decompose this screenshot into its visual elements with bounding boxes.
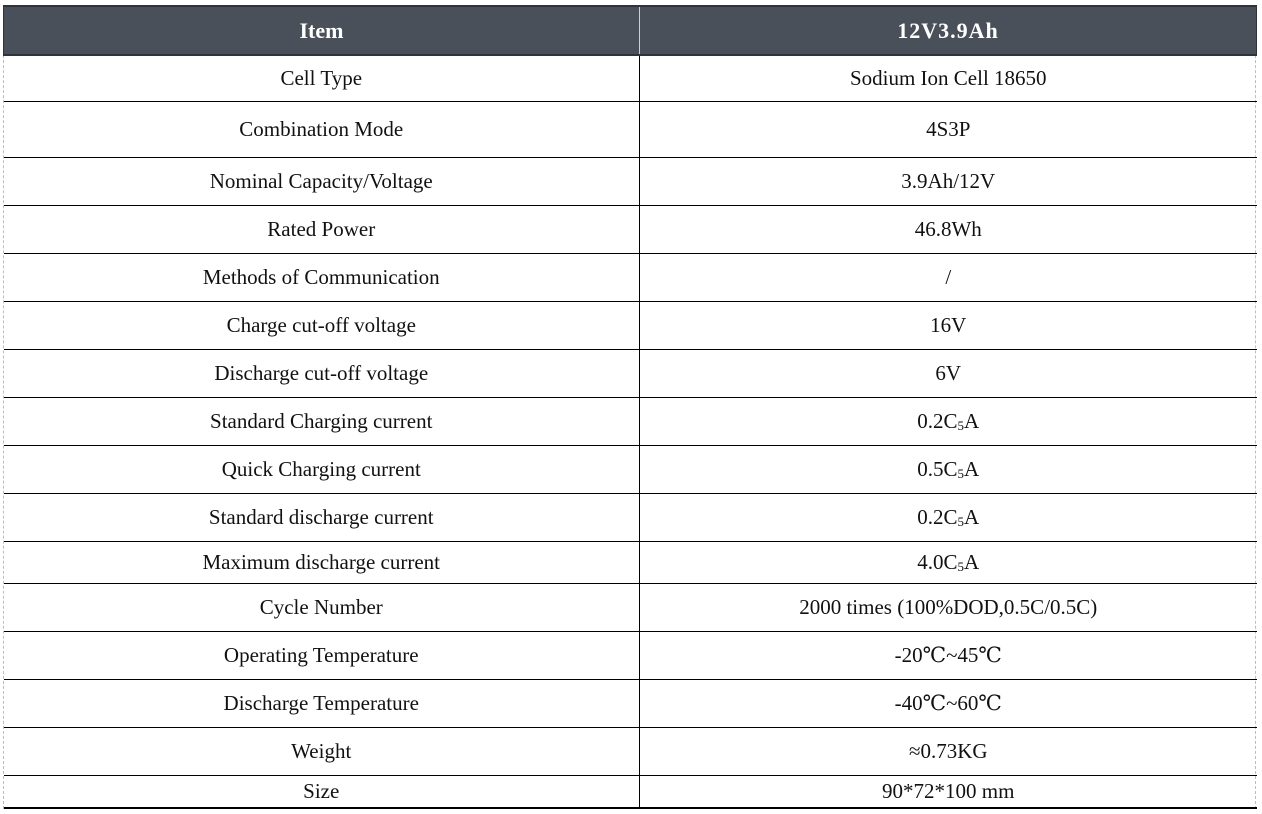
table-row — [4, 350, 1257, 398]
row-value — [640, 494, 1257, 542]
row-label: Operating Temperature — [4, 632, 640, 680]
table-row — [4, 102, 1257, 158]
row-label: Combination Mode — [4, 102, 640, 158]
row-label: Size — [4, 776, 640, 809]
table-row — [4, 446, 1257, 494]
row-label: Methods of Communication — [4, 254, 640, 302]
row-value: / — [640, 254, 1257, 302]
row-label: Cell Type — [4, 55, 640, 102]
row-label: Charge cut-off voltage — [4, 302, 640, 350]
header-row — [4, 6, 1257, 55]
table-row — [4, 680, 1257, 728]
row-value: -20℃~45℃ — [640, 632, 1257, 680]
value-prefix: 0.2C — [917, 409, 958, 433]
value-suffix: A — [964, 409, 980, 433]
row-label: Standard Charging current — [4, 398, 640, 446]
value-subscript: 5 — [957, 418, 965, 433]
table-row — [4, 398, 1257, 446]
table-row — [4, 728, 1257, 776]
row-value — [640, 398, 1257, 446]
value-suffix: A — [964, 457, 980, 481]
row-label: Quick Charging current — [4, 446, 640, 494]
row-value: 16V — [640, 302, 1257, 350]
value-suffix: A — [964, 550, 980, 574]
row-label: Discharge Temperature — [4, 680, 640, 728]
row-label: Standard discharge current — [4, 494, 640, 542]
table-row — [4, 55, 1257, 102]
row-value: 46.8Wh — [640, 206, 1257, 254]
row-value: 2000 times (100%DOD,0.5C/0.5C) — [640, 584, 1257, 632]
row-value — [640, 446, 1257, 494]
value-suffix: A — [964, 505, 980, 529]
table-row — [4, 632, 1257, 680]
row-value: ≈0.73KG — [640, 728, 1257, 776]
value-subscript: 5 — [957, 466, 965, 481]
header-model: 12V3.9Ah — [640, 6, 1257, 55]
row-label: Discharge cut-off voltage — [4, 350, 640, 398]
row-value: 90*72*100 mm — [640, 776, 1257, 809]
row-value: 4S3P — [640, 102, 1257, 158]
table-row — [4, 254, 1257, 302]
value-subscript: 5 — [957, 514, 965, 529]
row-value: 3.9Ah/12V — [640, 158, 1257, 206]
row-value: Sodium Ion Cell 18650 — [640, 55, 1257, 102]
table-row — [4, 206, 1257, 254]
row-value: -40℃~60℃ — [640, 680, 1257, 728]
value-prefix: 0.5C — [917, 457, 958, 481]
table-row — [4, 542, 1257, 584]
row-value: 6V — [640, 350, 1257, 398]
row-value — [640, 542, 1257, 584]
table-row — [4, 584, 1257, 632]
row-label: Cycle Number — [4, 584, 640, 632]
table-row — [4, 158, 1257, 206]
value-prefix: 4.0C — [917, 550, 958, 574]
row-label: Maximum discharge current — [4, 542, 640, 584]
value-prefix: 0.2C — [917, 505, 958, 529]
value-subscript: 5 — [957, 559, 965, 574]
row-label: Nominal Capacity/Voltage — [4, 158, 640, 206]
table-row — [4, 302, 1257, 350]
header-item: Item — [4, 6, 640, 55]
table-row — [4, 776, 1257, 809]
row-label: Rated Power — [4, 206, 640, 254]
row-label: Weight — [4, 728, 640, 776]
table-row — [4, 494, 1257, 542]
spec-table — [3, 5, 1257, 809]
